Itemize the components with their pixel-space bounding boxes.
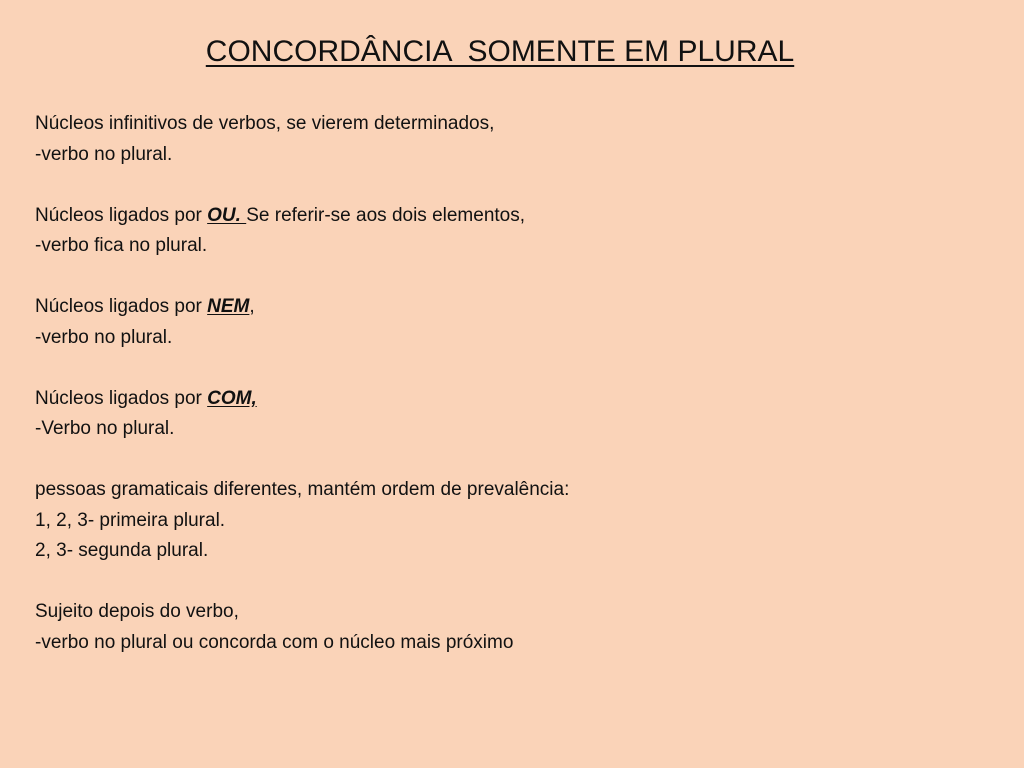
paragraph-nem	[35, 292, 995, 353]
line-text: Núcleos ligados por	[35, 387, 208, 409]
slide-title: CONCORDÂNCIA SOMENTE EM PLURAL	[205, 35, 795, 68]
text-line	[35, 628, 995, 659]
line-text: -verbo no plural.	[35, 326, 173, 348]
line-text: Núcleos infinitivos de verbos, se vierem determinados,	[35, 113, 495, 134]
line-text: Se referir-se aos dois elementos,	[246, 204, 526, 226]
line-text: -verbo no plural ou concorda com o núcleo mais próximo	[35, 631, 514, 653]
keyword-nem: NEM	[207, 296, 250, 317]
paragraph-sujeito	[35, 597, 995, 658]
line-text: -Verbo no plural.	[35, 418, 175, 439]
paragraph-infinitivos	[35, 109, 995, 170]
keyword-ou: OU.	[207, 204, 247, 226]
slide-body	[35, 109, 995, 658]
text-line	[35, 292, 995, 323]
text-line	[35, 109, 995, 140]
line-text: -verbo fica no plural.	[35, 235, 208, 256]
line-text: Núcleos ligados por	[35, 296, 208, 317]
text-line	[35, 323, 995, 354]
line-text: -verbo no plural.	[35, 143, 173, 165]
paragraph-gap	[35, 445, 995, 476]
line-text: 2, 3- segunda plural.	[35, 540, 209, 561]
paragraph-com	[35, 384, 995, 445]
line-text: pessoas gramaticais diferentes, mantém ordem de prevalência:	[35, 479, 570, 500]
line-text: 1, 2, 3- primeira plural.	[35, 509, 226, 531]
text-line	[35, 475, 995, 506]
paragraph-gap	[35, 170, 995, 201]
paragraph-gap	[35, 353, 995, 384]
text-line	[35, 536, 995, 567]
text-line	[35, 384, 995, 415]
text-line	[35, 597, 995, 628]
paragraph-pessoas	[35, 475, 995, 567]
paragraph-gap	[35, 567, 995, 598]
text-line	[35, 201, 995, 232]
text-line	[35, 506, 995, 537]
line-text: ,	[249, 296, 255, 317]
paragraph-ou	[35, 201, 995, 262]
text-line	[35, 140, 995, 171]
line-text: Núcleos ligados por	[35, 204, 208, 226]
keyword-com: COM,	[207, 387, 257, 409]
line-text: Sujeito depois do verbo,	[35, 601, 239, 622]
paragraph-gap	[35, 262, 995, 293]
text-line	[35, 231, 995, 262]
text-line	[35, 414, 995, 445]
